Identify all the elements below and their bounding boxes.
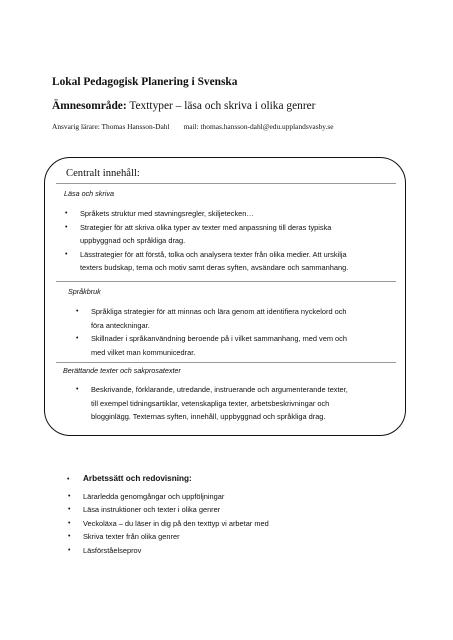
bullet-icon: • [68,533,71,541]
list-item-line: Lärarledda genomgångar och uppföljningar [83,492,225,501]
section-list-berattande [75,383,348,424]
bullet-icon: • [76,335,79,343]
list-item [64,248,348,275]
teacher-mail: mail: thomas.hansson-dahl@edu.upplandsvasby.se [183,122,334,131]
list-item-line: Språkets struktur med stavningsregler, skiljetecken… [80,209,254,218]
list-item-line: till exempel tidningsartiklar, vetenskapliga texter, arbetsbeskrivningar och [91,398,330,408]
list-item-line: Beskrivande, förklarande, utredande, instruerande och argumenterande texter, [91,385,348,394]
list-item-line: uppbyggnad och språkliga drag. [80,236,186,246]
bullet-icon: • [65,210,68,217]
list-item-line: Veckoläxa – du läser in dig på den texttyp vi arbetar med [83,518,269,528]
teacher-line [52,122,333,131]
list-item-line: föra anteckningar. [91,320,150,330]
divider [56,281,396,282]
list-item [75,383,348,424]
bullet-icon: • [68,519,71,527]
subject-value: Texttyper – läsa och skriva i olika genrer [129,100,316,112]
list-item [67,517,269,530]
section-title-sprakbruk: Språkbruk [68,287,101,296]
subject-label: Ämnesområde: [52,100,127,112]
list-item [64,207,348,221]
list-item-line: med vilket man kommunicedrar. [91,347,196,357]
list-item-line: Skriva texter från olika genrer [83,532,180,542]
section-list-lasa-skriva [64,207,348,275]
list-item [64,221,348,248]
work-heading-label: Arbetssätt och redovisning: [83,474,192,483]
work-list [67,490,269,557]
list-item-line: Språkliga strategier för att minnas och lära genom att identifiera nyckelord och [91,307,347,316]
list-item [67,490,269,503]
list-item [67,530,269,543]
teacher-label: Ansvarig lärare: Thomas Hansson-Dahl [52,122,170,131]
list-item-line: Skillnader i språkanvändning beroende på i vilket sammanhang, med vem och [91,334,347,344]
bullet-icon: • [76,308,79,315]
divider [56,183,396,184]
central-content-heading: Centralt innehåll: [66,168,140,179]
bullet-icon: • [68,506,71,514]
divider [56,362,396,363]
list-item-line: blogginlägg. Texternas syften, innehåll, uppbyggnad och språkliga drag. [91,412,326,422]
list-item-line: texters budskap, tema och motiv samt deras syften, avsändare och sammanhang. [80,263,349,273]
subject-line [52,100,315,112]
list-item [75,332,347,359]
document-title: Lokal Pedagogisk Planering i Svenska [52,76,238,88]
list-item-line: Läsförståelseprov [83,545,142,555]
section-title-lasa-skriva: Läsa och skriva [64,189,114,198]
bullet-icon: • [65,223,68,231]
work-heading [67,474,192,483]
list-item [67,503,269,516]
bullet-icon: • [68,546,71,554]
section-list-sprakbruk [75,305,347,359]
list-item-line: Strategier för att skriva olika typer av texter med anpassning till deras typiska [80,222,332,232]
list-item [75,305,347,332]
bullet-icon: • [67,476,70,483]
bullet-icon: • [76,386,79,393]
bullet-icon: • [65,250,68,258]
list-item [67,544,269,557]
list-item-line: Läsa instruktioner och texter i olika genrer [83,505,221,515]
section-title-berattande: Berättande texter och sakprosatexter [63,366,181,375]
list-item-line: Lässtrategier för att förstå, tolka och analysera texter från olika medier. Att urskilja [80,249,347,259]
bullet-icon: • [68,493,71,500]
